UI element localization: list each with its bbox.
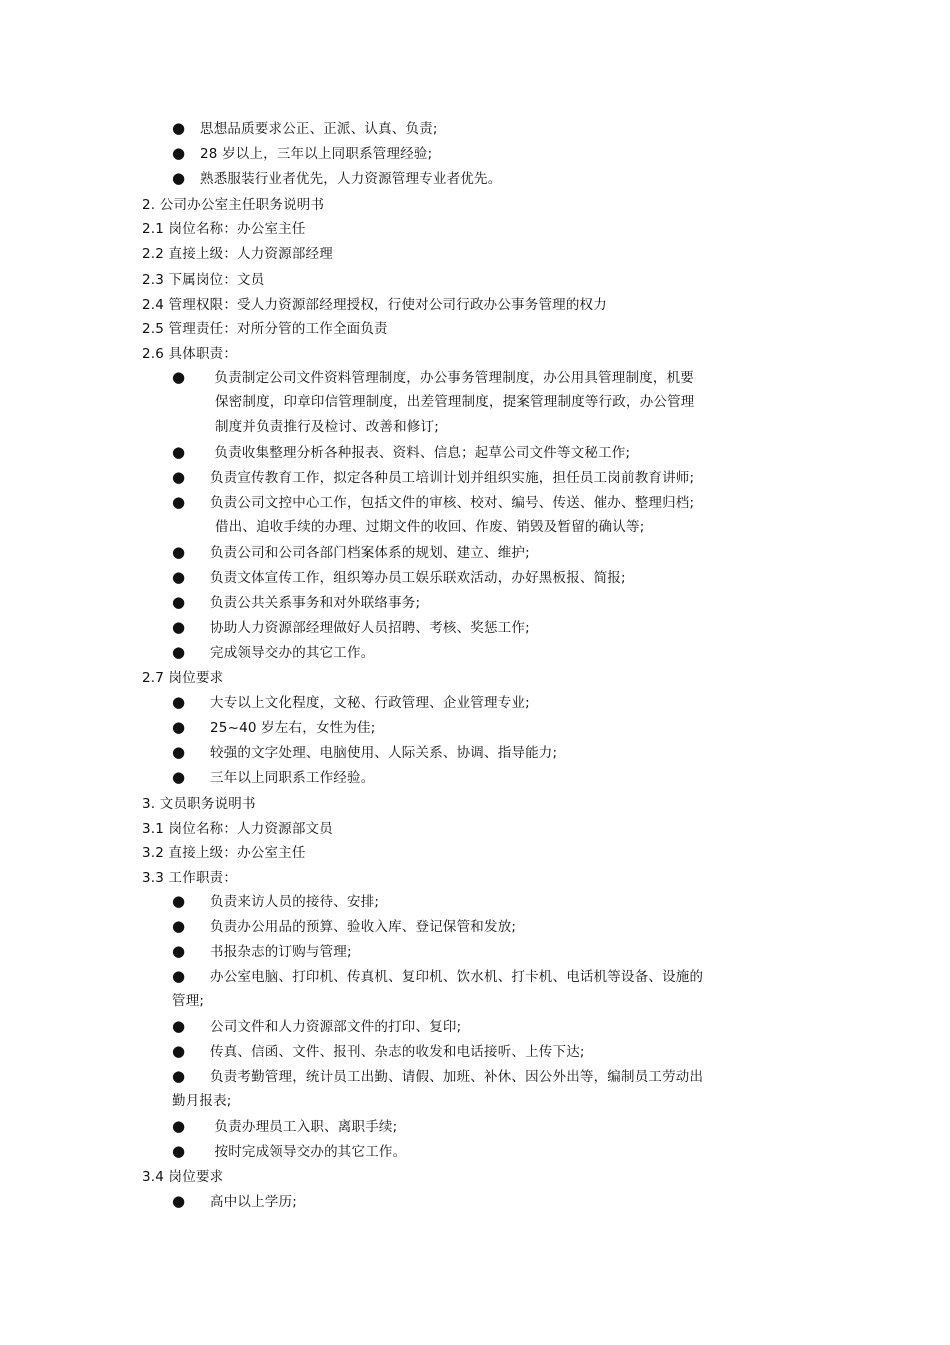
- section-heading: 3. 文员职务说明书: [142, 796, 256, 812]
- list-item: ● 完成领导交办的其它工作。: [172, 643, 375, 661]
- list-item: ● 负责宣传教育工作，拟定各种员工培训计划并组织实施，担任员工岗前教育讲师;: [172, 468, 695, 486]
- section-heading: 3.2 直接上级：办公室主任: [142, 845, 306, 861]
- list-item: ● 负责收集整理分析各种报表、资料、信息；起草公司文件等文秘工作;: [172, 443, 631, 461]
- bullet-icon: ●: [172, 693, 186, 711]
- bullet-icon: ●: [172, 1142, 186, 1160]
- list-item: ● 负责考勤管理，统计员工出勤、请假、加班、补休、因公外出等，编制员工劳动出: [172, 1067, 704, 1085]
- bullet-icon: ●: [172, 543, 186, 561]
- list-item: ● 负责制定公司文件资料管理制度，办公事务管理制度，办公用具管理制度，机要: [172, 368, 694, 386]
- bullet-icon: ●: [172, 1192, 186, 1210]
- bullet-icon: ●: [172, 169, 186, 187]
- bullet-icon: ●: [172, 1067, 186, 1085]
- list-item: ● 负责公司文控中心工作，包括文件的审核、校对、编号、传送、催办、整理归档;: [172, 493, 695, 511]
- bullet-icon: ●: [172, 643, 186, 661]
- bullet-icon: ●: [172, 493, 186, 511]
- list-item: ● 协助人力资源部经理做好人员招聘、考核、奖惩工作;: [172, 618, 530, 636]
- list-item: ● 高中以上学历;: [172, 1192, 297, 1210]
- list-item: ● 三年以上同职系工作经验。: [172, 768, 375, 786]
- list-item: ● 负责来访人员的接待、安排;: [172, 892, 380, 910]
- list-item: ● 28 岁以上，三年以上同职系管理经验;: [172, 144, 433, 162]
- bullet-icon: ●: [172, 967, 186, 985]
- bullet-icon: ●: [172, 768, 186, 786]
- section-heading: 2.6 具体职责：: [142, 346, 238, 362]
- list-item: ● 书报杂志的订购与管理;: [172, 942, 352, 960]
- bullet-icon: ●: [172, 718, 186, 736]
- section-heading: 3.1 岗位名称：人力资源部文员: [142, 821, 333, 837]
- section-heading: 2.4 管理权限：受人力资源部经理授权，行使对公司行政办公事务管理的权力: [142, 297, 607, 313]
- bullet-icon: ●: [172, 743, 186, 761]
- list-item: ● 熟悉服装行业者优先，人力资源管理专业者优先。: [172, 169, 502, 187]
- bullet-icon: ●: [172, 144, 186, 162]
- bullet-icon: ●: [172, 1017, 186, 1035]
- bullet-icon: ●: [172, 618, 186, 636]
- section-heading: 2. 公司办公室主任职务说明书: [142, 197, 325, 213]
- list-item: ● 负责办公用品的预算、验收入库、登记保管和发放;: [172, 917, 517, 935]
- section-heading: 2.7 岗位要求: [142, 670, 224, 686]
- section-heading: 2.2 直接上级：人力资源部经理: [142, 246, 333, 262]
- section-heading: 2.5 管理责任：对所分管的工作全面负责: [142, 321, 388, 337]
- section-heading: 2.3 下属岗位：文员: [142, 272, 265, 288]
- list-item: ● 办公室电脑、打印机、传真机、复印机、饮水机、打卡机、电话机等设备、设施的: [172, 967, 704, 985]
- section-heading: 2.1 岗位名称：办公室主任: [142, 221, 306, 237]
- bullet-icon: ●: [172, 468, 186, 486]
- list-item: ● 大专以上文化程度，文秘、行政管理、企业管理专业;: [172, 693, 530, 711]
- bullet-icon: ●: [172, 119, 186, 137]
- list-item: ● 思想品质要求公正、正派、认真、负责;: [172, 119, 438, 137]
- list-item-continuation: 保密制度，印章印信管理制度，出差管理制度，提案管理制度等行政，办公管理: [215, 394, 695, 410]
- bullet-icon: ●: [172, 368, 186, 386]
- bullet-icon: ●: [172, 917, 186, 935]
- bullet-icon: ●: [172, 593, 186, 611]
- list-item: ● 25~40 岁左右，女性为佳;: [172, 718, 376, 736]
- list-item-continuation: 勤月报表;: [172, 1093, 232, 1109]
- list-item: ● 按时完成领导交办的其它工作。: [172, 1142, 407, 1160]
- bullet-icon: ●: [172, 1042, 186, 1060]
- list-item: ● 负责公共关系事务和对外联络事务;: [172, 593, 421, 611]
- bullet-icon: ●: [172, 443, 186, 461]
- list-item: ● 负责文体宣传工作，组织筹办员工娱乐联欢活动，办好黑板报、简报;: [172, 568, 626, 586]
- bullet-icon: ●: [172, 568, 186, 586]
- list-item: ● 公司文件和人力资源部文件的打印、复印;: [172, 1017, 462, 1035]
- list-item-continuation: 制度并负责推行及检讨、改善和修订;: [215, 419, 439, 435]
- list-item: ● 负责办理员工入职、离职手续;: [172, 1117, 398, 1135]
- section-heading: 3.4 岗位要求: [142, 1169, 224, 1185]
- bullet-icon: ●: [172, 942, 186, 960]
- list-item: ● 负责公司和公司各部门档案体系的规划、建立、维护;: [172, 543, 530, 561]
- section-heading: 3.3 工作职责：: [142, 870, 238, 886]
- list-item: ● 较强的文字处理、电脑使用、人际关系、协调、指导能力;: [172, 743, 558, 761]
- bullet-icon: ●: [172, 1117, 186, 1135]
- list-item-continuation: 管理;: [172, 993, 205, 1009]
- list-item-continuation: 借出、追收手续的办理、过期文件的收回、作废、销毁及暂留的确认等;: [215, 519, 645, 535]
- bullet-icon: ●: [172, 892, 186, 910]
- list-item: ● 传真、信函、文件、报刊、杂志的收发和电话接听、上传下达;: [172, 1042, 585, 1060]
